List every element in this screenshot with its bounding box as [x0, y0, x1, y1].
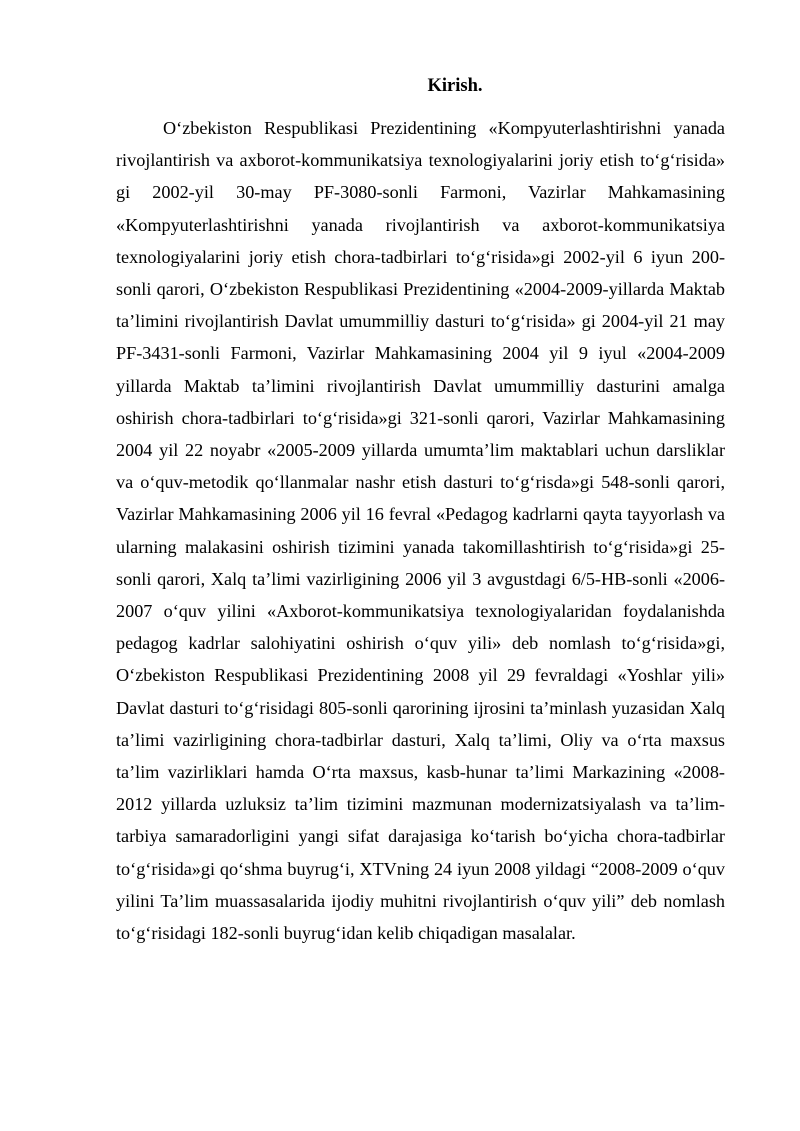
body-paragraph: O‘zbekiston Respublikasi Prezidentining «Kompyuterlashtirishni yanada rivojlantirish va axborot-kommunikatsiya texnologiyalarini joriy etish to‘g‘risida» gi 2002-yil 30-may PF-3080-sonli Farmoni, Vazirlar Mahkamasining «Kompyuterlashtirishni yanada rivojlantirish va axborot-kommunikatsiya texnologiyalarini joriy etish chora-tadbirlari to‘g‘risida»gi 2002-yil 6 iyun 200-sonli qarori, O‘zbekiston Respublikasi Prezidentining «2004-2009-yillarda Maktab ta’limini rivojlantirish Davlat umummilliy dasturi to‘g‘risida» gi 2004-yil 21 may PF-3431-sonli Farmoni, Vazirlar Mahkamasining 2004 yil 9 iyul «2004-2009 yillarda Maktab ta’limini rivojlantirish Davlat umummilliy dasturini amalga oshirish chora-tadbirlari to‘g‘risida»gi 321-sonli qarori, Vazirlar Mahkamasining 2004 yil 22 noyabr «2005-2009 yillarda umumta’lim maktablari uchun darsliklar va o‘quv-metodik qo‘llanmalar nashr etish dasturi to‘g‘risda»gi 548-sonli qarori, Vazirlar Mahkamasining 2006 yil 16 fevral «Pedagog kadrlarni qayta tayyorlash va ularning malakasini oshirish tizimini yanada takomillashtirish to‘g‘risida»gi 25-sonli qarori, Xalq ta’limi vazirligining 2006 yil 3 avgustdagi 6/5-HB-sonli «2006-2007 o‘quv yilini «Axborot-kommunikatsiya texnologiyalaridan foydalanishda pedagog kadrlar salohiyatini oshirish o‘quv yili» deb nomlash to‘g‘risida»gi, O‘zbekiston Respublikasi Prezidentining 2008 yil 29 fevraldagi «Yoshlar yili» Davlat dasturi to‘g‘risidagi 805-sonli qarorining ijrosini ta’minlash yuzasidan Xalq ta’limi vazirligining chora-tadbirlar dasturi, Xalq ta’limi, Oliy va o‘rta maxsus ta’lim vazirliklari hamda O‘rta maxsus, kasb-hunar ta’limi Markazining «2008-2012 yillarda uzluksiz ta’lim tizimini mazmunan modernizatsiyalash va ta’lim-tarbiya samaradorligini yangi sifat darajasiga ko‘tarish bo‘yicha chora-tadbirlar to‘g‘risida»gi qo‘shma buyrug‘i, XTVning 24 iyun 2008 yildagi “2008-2009 o‘quv yilini Ta’lim muassasalarida ijodiy muhitni rivojlantirish o‘quv yili” deb nomlash to‘g‘risidagi 182-sonli buyrug‘idan kelib chiqadigan masalalar.: [116, 118, 725, 944]
section-heading: Kirish.: [427, 76, 483, 96]
